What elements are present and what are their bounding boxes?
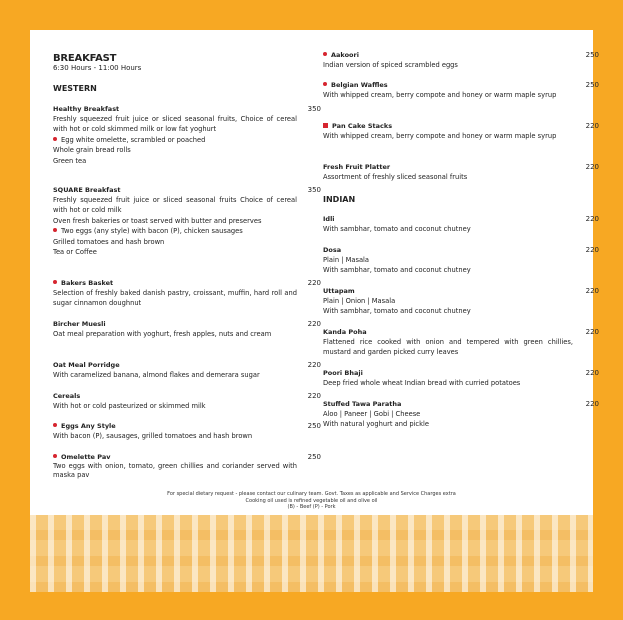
item-description: With sambhar, tomato and coconut chutney — [323, 225, 471, 233]
item-description: With whipped cream, berry compote and honey or warm maple syrup — [323, 132, 557, 140]
item-price: 250 — [585, 81, 599, 89]
bullet-icon — [323, 52, 327, 56]
item-name: Fresh Fruit Platter — [323, 163, 391, 171]
item-price: 220 — [585, 246, 599, 254]
menu-item — [323, 215, 599, 234]
menu-item — [53, 453, 321, 479]
item-name: Uttapam — [323, 287, 355, 295]
decorative-cutlery-pattern — [30, 515, 593, 592]
bullet-icon — [53, 228, 57, 232]
item-description: Two eggs with onion, tomato, green chillies and coriander served with maska pav — [53, 462, 297, 479]
menu-item — [53, 186, 321, 257]
menu-item — [323, 246, 599, 276]
footer-oil-note: Cooking oil used is refined vegetable oil and olive oil — [245, 497, 378, 504]
item-name: Dosa — [323, 246, 342, 254]
bullet-icon — [53, 423, 57, 427]
item-price: 350 — [307, 186, 321, 194]
item-price: 220 — [585, 122, 599, 130]
item-price: 220 — [585, 287, 599, 295]
item-description: Freshly squeezed fruit juice or sliced seasonal fruits Choice of cereal with hot or cold milk Oven fresh bakeries or toast served with butter and preserves Two eggs (any style) with bacon (P), chicken sausages Grilled tomatoes and hash brown Tea or Coffee — [53, 196, 297, 257]
item-price: 220 — [307, 320, 321, 328]
menu-footer — [30, 491, 593, 511]
item-name: Bircher Muesli — [53, 320, 106, 328]
menu-item — [323, 287, 599, 317]
menu-item — [53, 320, 321, 339]
menu-item — [53, 392, 321, 411]
item-description: With caramelized banana, almond flakes and demerara sugar — [53, 371, 260, 379]
item-name: Poori Bhaji — [323, 369, 363, 377]
menu-item — [323, 51, 599, 70]
item-description: With bacon (P), sausages, grilled tomatoes and hash brown — [53, 432, 253, 440]
bullet-icon — [53, 137, 57, 141]
menu-item — [53, 361, 321, 380]
menu-item — [323, 400, 599, 430]
service-hours: 6:30 Hours - 11:00 Hours — [53, 64, 142, 72]
item-description: Plain | Masala With sambhar, tomato and coconut chutney — [323, 256, 471, 275]
footer-note: For special dietary request - please contact our culinary team. Govt. Taxes as applicable and Service Charges extra — [167, 491, 456, 497]
bullet-icon — [323, 82, 327, 86]
item-price: 220 — [307, 361, 321, 369]
item-price: 220 — [307, 279, 321, 287]
menu-item — [53, 422, 321, 441]
item-price: 220 — [585, 400, 599, 408]
menu-item — [53, 105, 321, 166]
item-description: Plain | Onion | Masala With sambhar, tomato and coconut chutney — [323, 297, 471, 316]
pork-marker-icon — [323, 123, 328, 128]
item-name: SQUARE Breakfast — [53, 186, 121, 194]
item-price: 220 — [585, 163, 599, 171]
item-name: Bakers Basket — [53, 279, 297, 288]
item-name: Idli — [323, 215, 335, 223]
item-description: With whipped cream, berry compote and honey or warm maple syrup — [323, 91, 557, 99]
item-price: 250 — [585, 51, 599, 59]
bullet-icon — [53, 280, 57, 284]
section-indian: INDIAN — [323, 195, 356, 204]
menu-title: BREAKFAST — [53, 53, 117, 64]
item-description: Oat meal preparation with yoghurt, fresh apples, nuts and cream — [53, 330, 272, 338]
item-name: Oat Meal Porridge — [53, 361, 120, 369]
bullet-icon — [53, 454, 57, 458]
item-name: Cereals — [53, 392, 81, 400]
footer-legend: (B) - Beef (P) - Pork — [287, 504, 336, 510]
item-description: Assortment of freshly sliced seasonal fruits — [323, 173, 468, 181]
item-price: 220 — [585, 328, 599, 336]
item-price: 250 — [307, 422, 321, 430]
item-price: 350 — [307, 105, 321, 113]
menu-item — [323, 163, 599, 182]
menu-page — [30, 30, 599, 592]
item-description: With hot or cold pasteurized or skimmed milk — [53, 402, 206, 410]
item-name: Stuffed Tawa Paratha — [323, 400, 402, 408]
item-name: Omelette Pav — [53, 453, 297, 462]
item-name: Belgian Waffles — [323, 81, 573, 90]
item-name: Healthy Breakfast — [53, 105, 120, 113]
menu-item — [323, 81, 599, 100]
item-description: Flattened rice cooked with onion and tempered with green chillies, mustard and garden picked curry leaves — [323, 338, 573, 357]
item-name: Pan Cake Stacks — [323, 122, 573, 131]
section-western: WESTERN — [53, 84, 97, 93]
item-description: Selection of freshly baked danish pastry, croissant, muffin, hard roll and sugar cinnamon doughnut — [53, 289, 297, 308]
item-price: 220 — [307, 392, 321, 400]
menu-item — [323, 328, 599, 358]
menu-item — [53, 279, 321, 309]
item-price: 220 — [585, 369, 599, 377]
item-name: Kanda Poha — [323, 328, 367, 336]
item-description: Deep fried whole wheat Indian bread with curried potatoes — [323, 379, 521, 387]
item-name: Aakoori — [323, 51, 573, 60]
item-description: Freshly squeezed fruit juice or sliced seasonal fruits, Choice of cereal with hot or cold skimmed milk or low fat yoghurt Egg white omelette, scrambled or poached Whole grain bread rolls Green tea — [53, 115, 297, 165]
item-price: 220 — [585, 215, 599, 223]
item-name: Eggs Any Style — [53, 422, 297, 431]
item-description: Indian version of spiced scrambled eggs — [323, 61, 458, 69]
item-price: 250 — [307, 453, 321, 461]
menu-item — [323, 369, 599, 388]
menu-item — [323, 122, 599, 141]
item-description: Aloo | Paneer | Gobi | Cheese With natural yoghurt and pickle — [323, 410, 429, 429]
